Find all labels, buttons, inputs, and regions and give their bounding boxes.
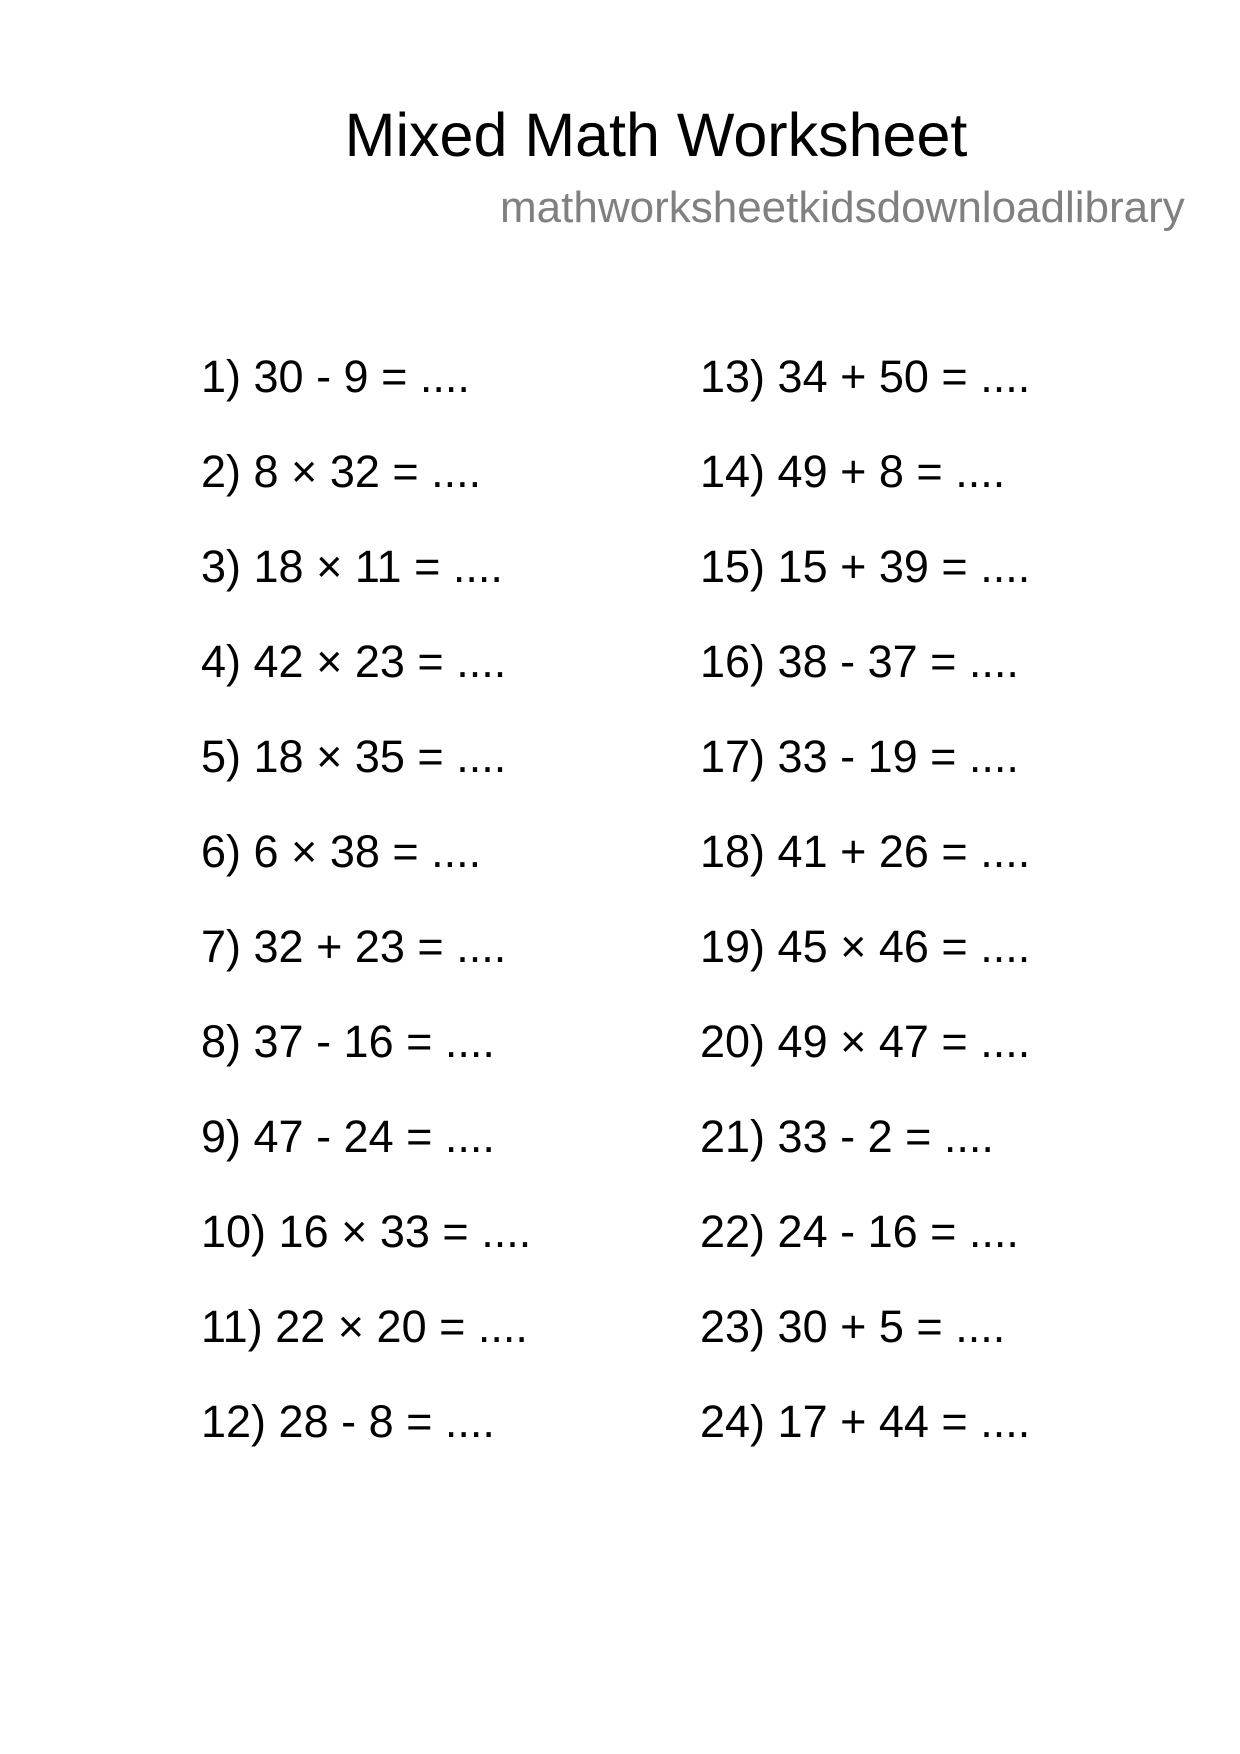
problem-item: 5) 18 × 35 = ....: [201, 731, 507, 782]
problem-item: 15) 15 + 39 = ....: [700, 541, 1031, 592]
problem-item: 12) 28 - 8 = ....: [201, 1396, 495, 1447]
problem-item: 22) 24 - 16 = ....: [700, 1206, 1019, 1257]
problem-item: 11) 22 × 20 = ....: [201, 1301, 528, 1352]
problem-item: 6) 6 × 38 = ....: [201, 826, 482, 877]
problem-item: 21) 33 - 2 = ....: [700, 1111, 994, 1162]
problem-item: 7) 32 + 23 = ....: [201, 921, 507, 972]
problem-item: 23) 30 + 5 = ....: [700, 1301, 1006, 1352]
problem-item: 10) 16 × 33 = ....: [201, 1206, 532, 1257]
problems-left-column: [201, 352, 531, 1492]
problem-item: 24) 17 + 44 = ....: [700, 1396, 1031, 1447]
problem-item: 16) 38 - 37 = ....: [700, 636, 1019, 687]
worksheet-title: Mixed Math Worksheet: [344, 101, 968, 169]
problem-item: 19) 45 × 46 = ....: [700, 921, 1031, 972]
problem-item: 8) 37 - 16 = ....: [201, 1016, 495, 1067]
problem-item: 2) 8 × 32 = ....: [201, 446, 482, 497]
problem-item: 17) 33 - 19 = ....: [700, 731, 1019, 782]
problem-item: 1) 30 - 9 = ....: [201, 351, 470, 402]
problem-item: 9) 47 - 24 = ....: [201, 1111, 495, 1162]
problem-item: 18) 41 + 26 = ....: [700, 826, 1031, 877]
worksheet-source: mathworksheetkidsdownloadlibrary: [500, 183, 1185, 232]
problems-right-column: [700, 352, 1030, 1492]
problem-item: 14) 49 + 8 = ....: [700, 446, 1006, 497]
problem-item: 20) 49 × 47 = ....: [700, 1016, 1031, 1067]
problem-item: 4) 42 × 23 = ....: [201, 636, 507, 687]
problem-item: 13) 34 + 50 = ....: [700, 351, 1031, 402]
problem-item: 3) 18 × 11 = ....: [201, 541, 503, 592]
